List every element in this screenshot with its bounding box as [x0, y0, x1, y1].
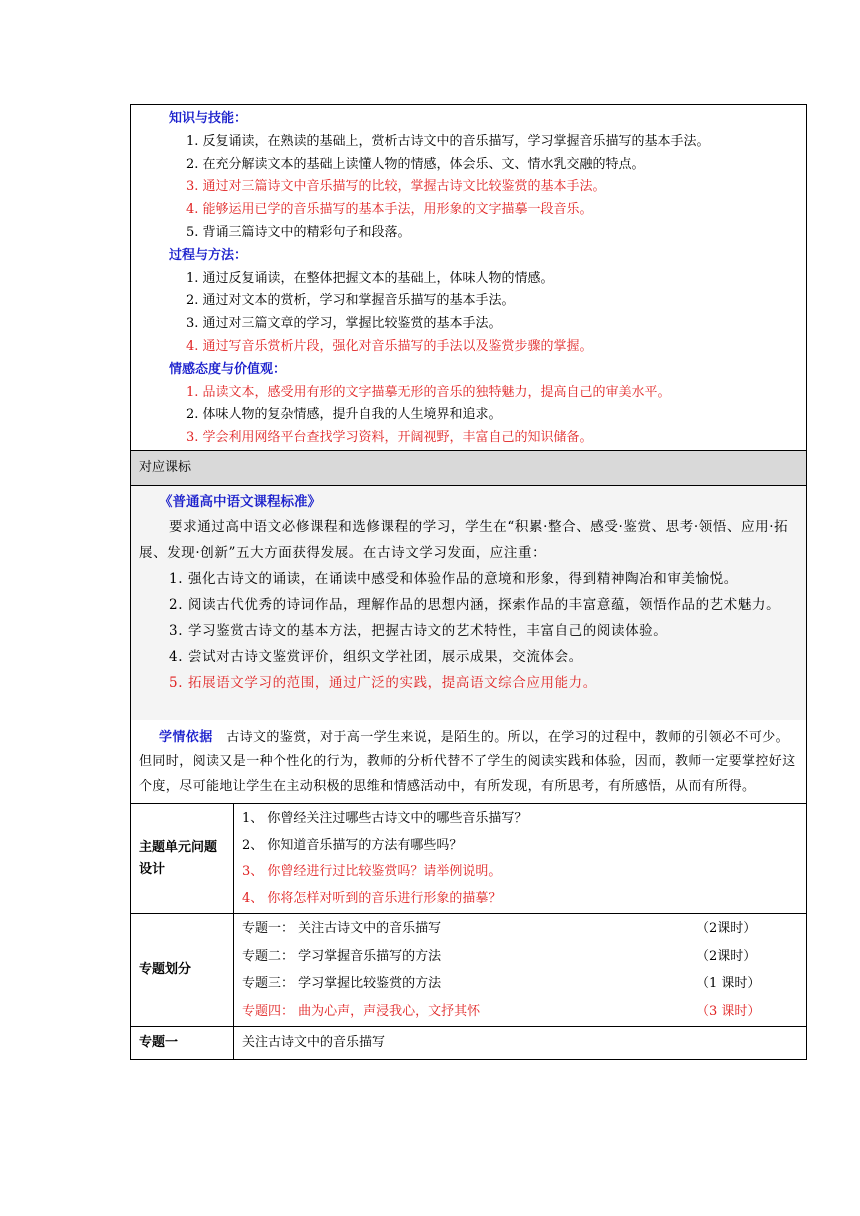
unit-questions-label: 主题单元问题设计 [131, 804, 234, 914]
topic-item [234, 970, 806, 998]
process-item: 4. 通过写音乐赏析片段，强化对音乐描写的手法以及鉴赏步骤的掌握。 [186, 338, 593, 354]
topic-one-value: 关注古诗文中的音乐描写 [234, 1027, 807, 1060]
topic-item [234, 998, 806, 1026]
knowledge-item: 5. 背诵三篇诗文中的精彩句子和段落。 [186, 224, 411, 240]
knowledge-item: 3. 通过对三篇诗文中音乐描写的比较，掌握古诗文比较鉴赏的基本手法。 [186, 179, 606, 195]
standards-title: 《普通高中语文课程标准》 [159, 493, 321, 510]
topic-name: 专题二： 学习掌握音乐描写的方法 [242, 948, 442, 964]
unit-question: 3、 你曾经进行过比较鉴赏吗？请举例说明。 [242, 864, 502, 880]
emotion-item: 2. 体味人物的复杂情感，提升自我的人生境界和追求。 [186, 407, 502, 423]
emotion-item: 1. 品读文本，感受用有形的文字描摹无形的音乐的独特魅力，提高自己的审美水平。 [186, 384, 671, 400]
topic-hours: （2课时） [696, 921, 757, 937]
process-item: 3. 通过对三篇文章的学习，掌握比较鉴赏的基本手法。 [186, 316, 502, 332]
standards-bar-cell [131, 450, 807, 485]
knowledge-item: 1. 反复诵读，在熟读的基础上，赏析古诗文中的音乐描写，学习掌握音乐描写的基本手法。 [186, 133, 710, 149]
unit-question: 4、 你将怎样对听到的音乐进行形象的描摹？ [242, 890, 502, 906]
unit-question: 2、 你知道音乐描写的方法有哪些吗？ [242, 837, 463, 853]
standards-bar-label: 对应课标 [131, 451, 806, 485]
standards-row [131, 485, 807, 804]
topic-one-label: 专题一 [131, 1027, 234, 1060]
topic-hours: （3 课时） [696, 1003, 761, 1019]
topic-hours: （1 课时） [696, 976, 761, 992]
knowledge-heading: 知识与技能： [169, 111, 248, 126]
objectives-row [131, 105, 807, 451]
standards-item: 5. 拓展语文学习的范围，通过广泛的实践，提高语文综合应用能力。 [169, 674, 597, 691]
standards-item: 4. 尝试对古诗文鉴赏评价，组织文学社团，展示成果，交流体会。 [169, 648, 583, 665]
standards-bar-row [131, 450, 807, 485]
process-heading: 过程与方法： [169, 247, 248, 263]
standards-item: 1. 强化古诗文的诵读，在诵读中感受和体验作品的意境和形象，得到精神陶冶和审美愉悦。 [169, 570, 738, 587]
topic-division-label: 专题划分 [131, 914, 234, 1027]
emotion-heading: 情感态度与价值观： [169, 361, 287, 377]
standards-item: 3. 学习鉴赏古诗文的基本方法，把握古诗文的艺术特性，丰富自己的阅读体验。 [169, 622, 668, 639]
standards-intro: 要求通过高中语文必修课程和选修课程的学习，学生在“积累·整合、感受·鉴赏、思考·领悟、应用·拓展、发现·创新”五大方面获得发展。在古诗文学习发面，应注重： [139, 518, 789, 561]
topic-division-cell [234, 914, 807, 1027]
standards-cell [131, 485, 807, 804]
learning-basis-label: 学情依据 [159, 729, 213, 745]
process-item: 2. 通过对文本的赏析，学习和掌握音乐描写的基本手法。 [186, 293, 515, 309]
standards-item: 2. 阅读古代优秀的诗词作品，理解作品的思想内涵，探索作品的丰富意蕴，领悟作品的艺术魅力。 [169, 596, 781, 613]
lesson-plan-table [130, 104, 807, 1060]
topic-name: 专题一： 关注古诗文中的音乐描写 [242, 921, 442, 937]
process-item: 1. 通过反复诵读，在整体把握文本的基础上，体味人物的情感。 [186, 270, 554, 286]
topic-division-row [131, 914, 807, 1027]
topic-item [234, 943, 806, 971]
topic-name: 专题三： 学习掌握比较鉴赏的方法 [242, 976, 442, 992]
learning-basis [131, 720, 806, 804]
knowledge-item: 4. 能够运用已学的音乐描写的基本手法，用形象的文字描摹一段音乐。 [186, 202, 593, 218]
unit-question: 1、 你曾经关注过哪些古诗文中的哪些音乐描写？ [242, 811, 528, 827]
knowledge-item: 2. 在充分解读文本的基础上读懂人物的情感，体会乐、文、情水乳交融的特点。 [186, 156, 645, 172]
topic-one-row [131, 1027, 807, 1060]
topic-hours: （2课时） [696, 948, 757, 964]
topic-item [234, 915, 806, 943]
emotion-item: 3. 学会利用网络平台查找学习资料，开阔视野，丰富自己的知识储备。 [186, 430, 593, 446]
unit-questions-cell [234, 804, 807, 914]
topic-name: 专题四： 曲为心声，声浸我心，文抒其怀 [242, 1003, 481, 1019]
objectives-cell [131, 105, 807, 451]
unit-questions-row [131, 804, 807, 914]
learning-basis-text: 古诗文的鉴赏，对于高一学生来说，是陌生的。所以，在学习的过程中，教师的引领必不可少。但同时，阅读又是一种个性化的行为，教师的分析代替不了学生的阅读实践和体验，因而，教师一定要掌控好这个度，尽可能地让学生在主动积极的思维和情感活动中，有所发现，有所思考，有所感悟，从而有所得。 [139, 729, 796, 794]
